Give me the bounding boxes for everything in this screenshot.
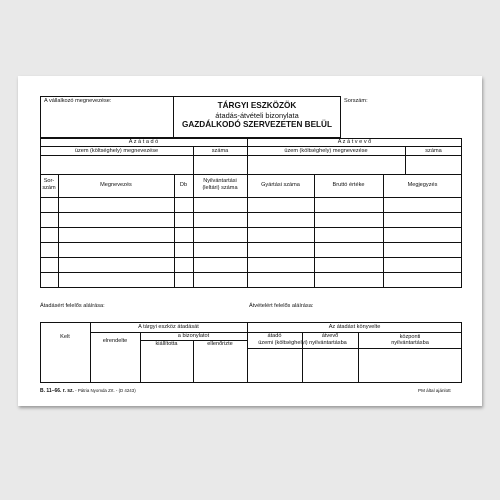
handover-unit-name: üzem (költséghely) megnevezése bbox=[74, 148, 159, 154]
table-row bbox=[40, 242, 462, 243]
form-code: B. 11–66. r. sz. bbox=[40, 388, 74, 394]
footer-central-2: nyilvántartásba bbox=[391, 340, 429, 346]
receiver-signature-label: Átvételért felelős aláírása: bbox=[249, 303, 314, 309]
main-table bbox=[40, 138, 462, 288]
col-inventory-2: (leltári) száma bbox=[202, 185, 238, 191]
title-line-2: átadás-átvételi bizonylata bbox=[215, 111, 299, 120]
receiver-section-title: A z á t v e v ő bbox=[337, 139, 372, 145]
footer-checked: ellenőrizte bbox=[207, 341, 233, 347]
col-factory-no: Gyártási száma bbox=[261, 182, 300, 188]
receiver-unit-name: üzem (költséghely) megnevezése bbox=[284, 148, 368, 154]
footer-date-label: Kelt bbox=[60, 334, 70, 340]
receiver-unit-number: száma bbox=[425, 148, 442, 154]
footer-booked: Az átadást könyvelte bbox=[328, 324, 381, 330]
col-notes: Megjegyzés bbox=[407, 182, 438, 188]
col-gross-value: Bruttó értéke bbox=[332, 182, 365, 188]
table-row bbox=[40, 212, 462, 213]
col-serial-1: Sor- bbox=[43, 178, 55, 184]
form-recommended: PM által ajánlott bbox=[418, 388, 451, 393]
footer-asset-handover: A tárgyi eszköz átadását bbox=[138, 324, 199, 330]
col-name: Megnevezés bbox=[100, 182, 132, 188]
footer-taker: átvevő bbox=[321, 333, 339, 339]
form-sheet bbox=[18, 76, 482, 406]
col-qty: Db bbox=[179, 182, 188, 188]
col-inventory-1: Nyilvántartási bbox=[203, 178, 237, 184]
title-line-3: GAZDÁLKODÓ SZERVEZETEN BELÜL bbox=[182, 120, 332, 129]
handover-section-title: A z á t a d ó bbox=[128, 139, 159, 145]
footer-giver: átadó bbox=[267, 333, 282, 339]
footer-ordered: elrendelte bbox=[102, 338, 128, 344]
form-footer-code bbox=[40, 387, 136, 395]
footer-document: a bizonylatot bbox=[177, 333, 210, 339]
footer-unit-records: üzemi (költséghelyi) nyilvántartásba bbox=[258, 340, 347, 346]
serial-number-label: Sorszám: bbox=[344, 98, 368, 104]
col-serial-2: szám bbox=[42, 185, 56, 191]
handover-unit-number: száma bbox=[211, 148, 229, 154]
company-name-label: A vállalkozó megnevezése: bbox=[44, 98, 112, 104]
table-row bbox=[40, 257, 462, 258]
footer-central-1: központi bbox=[399, 334, 421, 340]
handover-signature-label: Átadásért felelős aláírása: bbox=[40, 303, 105, 309]
footer-issued: kiállította bbox=[155, 341, 178, 347]
table-row bbox=[40, 272, 462, 273]
table-row bbox=[40, 227, 462, 228]
form-publisher: - Pátria Nyomda Zrt. - (D 4243) bbox=[73, 388, 136, 393]
title-line-1: TÁRGYI ESZKÖZÖK bbox=[217, 101, 297, 110]
